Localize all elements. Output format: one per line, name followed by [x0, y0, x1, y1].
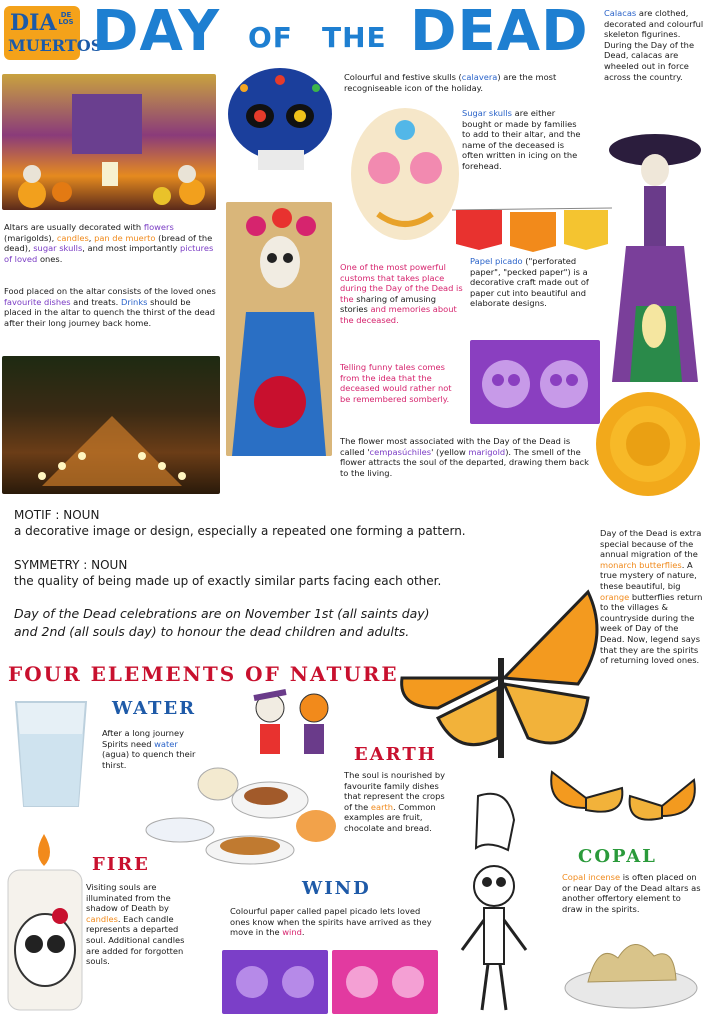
symmetry-term: SYMMETRY : NOUN — [14, 558, 128, 572]
papel-banner-illustration — [452, 206, 612, 252]
customs-text-2: Telling funny tales comes from the idea that the deceased would rather not be remembered somberly. — [340, 362, 452, 404]
logo-delos: DE LOS — [58, 11, 74, 26]
symmetry-definition: the quality of being made up of exactly similar parts facing each other. — [14, 574, 442, 588]
skulls-text — [344, 72, 564, 93]
copal-title: COPAL — [578, 846, 657, 867]
fire-text — [86, 882, 198, 967]
wind-title: WIND — [302, 878, 371, 899]
butterfly-b: . A true mystery of nature, these beautiful, big — [600, 559, 697, 591]
altar-illustration — [2, 74, 216, 210]
wind-word: wind — [282, 927, 302, 938]
customs-p1-c: and memories about the deceased. — [340, 304, 457, 325]
motif-definition: a decorative image or design, especially a repeated one forming a pattern. — [14, 524, 466, 538]
altar-photo — [2, 74, 216, 210]
sugar-body: are either bought or made by families to add to their altar, and the name of the deceased is often written in icing on the forehead. — [462, 108, 581, 171]
flower-mid: ' (yellow — [431, 446, 469, 457]
copal-bowl-illustration — [558, 922, 704, 1016]
logo-dia: DIA — [10, 10, 57, 36]
altar-p2-a: Food placed on the altar consists of the loved ones — [4, 286, 216, 296]
wind-papel-pink — [332, 950, 438, 1014]
purple-papel-image — [470, 340, 600, 424]
beaded-skull-image — [224, 64, 336, 178]
calacas-body: are clothed, decorated and colourful skeleton figurines. During the Day of the Dead, calacas are wheeled out in force across the country. — [604, 8, 704, 82]
altar-p2-c: should be placed in the altar to quench the thirst of the dead after their long journey back home. — [4, 296, 216, 328]
sugar-skull-image — [348, 104, 462, 250]
flower-post: ). The smell of the flower attracts the soul of the departed, drawing them back to the living. — [340, 446, 589, 478]
water-word: water — [154, 738, 178, 749]
skeleton-dancers-illustration — [236, 688, 346, 772]
altar-pan: pan de muerto — [94, 232, 156, 243]
altar-p1-a: Altars are usually decorated with — [4, 222, 144, 232]
altar-drinks: Drinks — [120, 296, 148, 307]
butterfly-orange: orange — [600, 591, 630, 602]
skeleton-ghost-image — [448, 790, 540, 1016]
sugar-lead: Sugar skulls — [462, 108, 512, 118]
title-dead: DEAD — [410, 0, 589, 64]
water-b: (agua) to quench their thirst. — [102, 749, 196, 770]
title-of: OF — [248, 21, 293, 54]
butterfly-a: Day of the Dead is extra special because of the annual migration of the — [600, 528, 702, 560]
altar-p1-c: , — [88, 232, 95, 243]
altar-candles: candles — [56, 232, 89, 243]
logo-muertos: MUERTOS — [8, 36, 103, 55]
altar-sugar: sugar skulls — [33, 243, 83, 254]
motif-term: MOTIF : NOUN — [14, 508, 100, 522]
copal-bowl-image — [558, 922, 704, 1016]
butterfly-text — [600, 528, 704, 666]
calacas-text — [604, 8, 704, 82]
skulls-pre: Colourful and festive skulls ( — [344, 72, 462, 82]
copal-text — [562, 872, 704, 914]
altar-p1-f: ones. — [37, 253, 63, 264]
customs-text-1 — [340, 262, 464, 326]
small-butterfly-1-illustration — [546, 768, 626, 838]
beaded-skull-illustration — [224, 64, 336, 178]
butterfly-c: butterflies return to the villages & countryside during the week of Day of the Dead. Now, legend says that they are the spirits of returning loved ones. — [600, 591, 703, 666]
papel-body: ("perforated paper", "pecked paper") is a decorative craft made out of paper cut into beautiful and elaborate designs. — [470, 256, 589, 309]
marigold-illustration — [592, 388, 704, 500]
papel-lead: Papel picado — [470, 256, 523, 266]
skeleton-dancers-image — [236, 688, 346, 772]
earth-b: . Common examples are fruit, chocolate and bread. — [344, 801, 436, 833]
customs-p1-a: One of the most powerful customs that takes place during the Day of the Dead is the — [340, 262, 463, 304]
altar-p1-d: (bread of the dead), — [4, 232, 213, 254]
papel-banner — [452, 206, 612, 252]
small-butterfly-1 — [546, 768, 626, 838]
water-a: After a long journey Spirits need — [102, 728, 185, 749]
fire-word: candles — [86, 913, 118, 924]
small-butterfly-2 — [624, 776, 700, 836]
earth-title: EARTH — [354, 744, 437, 765]
earth-word: earth — [370, 801, 394, 812]
water-glass-image — [8, 694, 94, 814]
fire-a: Visiting souls are illuminated from the shadow of Death by — [86, 882, 171, 914]
wind-b: . — [301, 927, 305, 938]
candle-altar-illustration — [2, 356, 220, 494]
altar-flowers: flowers — [143, 222, 174, 232]
altar-p1-b: (marigolds), — [4, 232, 57, 243]
food-plates-illustration — [140, 762, 340, 868]
sugar-skull-illustration — [348, 104, 462, 250]
altar-text-2 — [4, 286, 218, 328]
customs-p1-b: sharing of amusing stories — [340, 293, 437, 315]
marigold-image — [592, 388, 704, 500]
flower-pre: The flower most associated with the Day of the Dead is called ' — [340, 436, 571, 457]
wind-papel-purple — [222, 950, 328, 1014]
water-glass-illustration — [8, 694, 94, 814]
sugar-text — [462, 108, 582, 172]
altar-p1-e: , and most importantly — [82, 243, 181, 254]
skulls-post: ) are the most recogniseable icon of the holiday. — [344, 72, 557, 93]
purple-papel-illustration — [470, 340, 600, 424]
skulls-word: calavera — [461, 72, 498, 82]
wind-text — [230, 906, 434, 938]
altar-dishes: favourite dishes — [4, 296, 71, 307]
flower-word2: marigold — [468, 446, 506, 457]
title-the: THE — [322, 21, 387, 54]
catrina-illustration — [606, 126, 704, 386]
calacas-lead: Calacas — [604, 8, 637, 18]
flower-text — [340, 436, 596, 478]
water-title: WATER — [112, 698, 197, 719]
altar-p2-b: and treats. — [70, 296, 121, 307]
dates-line-2: and 2nd (all souls day) to honour the dead children and adults. — [14, 624, 410, 639]
altar-text-1 — [4, 222, 216, 264]
catrina-figure-image — [606, 126, 704, 386]
candle-skull-image — [4, 830, 86, 1014]
small-butterfly-2-illustration — [624, 776, 700, 836]
copal-b: is often placed on or near Day of the Dead altars as another offertory element to draw in the spirits. — [562, 872, 701, 914]
earth-text — [344, 770, 450, 834]
flower-word1: cempasúchiles — [369, 446, 432, 457]
title-day: DAY — [92, 0, 221, 64]
wind-papel-pink-illustration — [332, 950, 438, 1014]
candle-skull-illustration — [4, 830, 86, 1014]
wind-papel-purple-illustration — [222, 950, 328, 1014]
dates-line-1: Day of the Dead celebrations are on November 1st (all saints day) — [14, 606, 430, 621]
catrina-painting-illustration — [226, 202, 332, 456]
butterfly-monarch: monarch butterflies — [600, 559, 682, 570]
fire-b: . Each candle represents a departed soul. Additional candles are added for forgotten souls. — [86, 913, 185, 967]
earth-a: The soul is nourished by favourite family dishes that represent the crops of the — [344, 770, 446, 812]
food-plates-image — [140, 762, 340, 868]
wind-a: Colourful paper called papel picado lets loved ones know when the spirits have arrived as they move in the — [230, 906, 432, 938]
logo-badge — [4, 6, 103, 60]
papel-text — [470, 256, 604, 309]
candle-altar-photo — [2, 356, 220, 494]
altar-pictures: pictures of loved — [4, 243, 214, 264]
copal-word: Copal incense — [562, 872, 621, 882]
fire-title: FIRE — [92, 854, 150, 875]
elements-heading: FOUR ELEMENTS OF NATURE — [8, 662, 399, 686]
catrina-painting-image — [226, 202, 332, 456]
skeleton-ghost-illustration — [448, 790, 540, 1016]
